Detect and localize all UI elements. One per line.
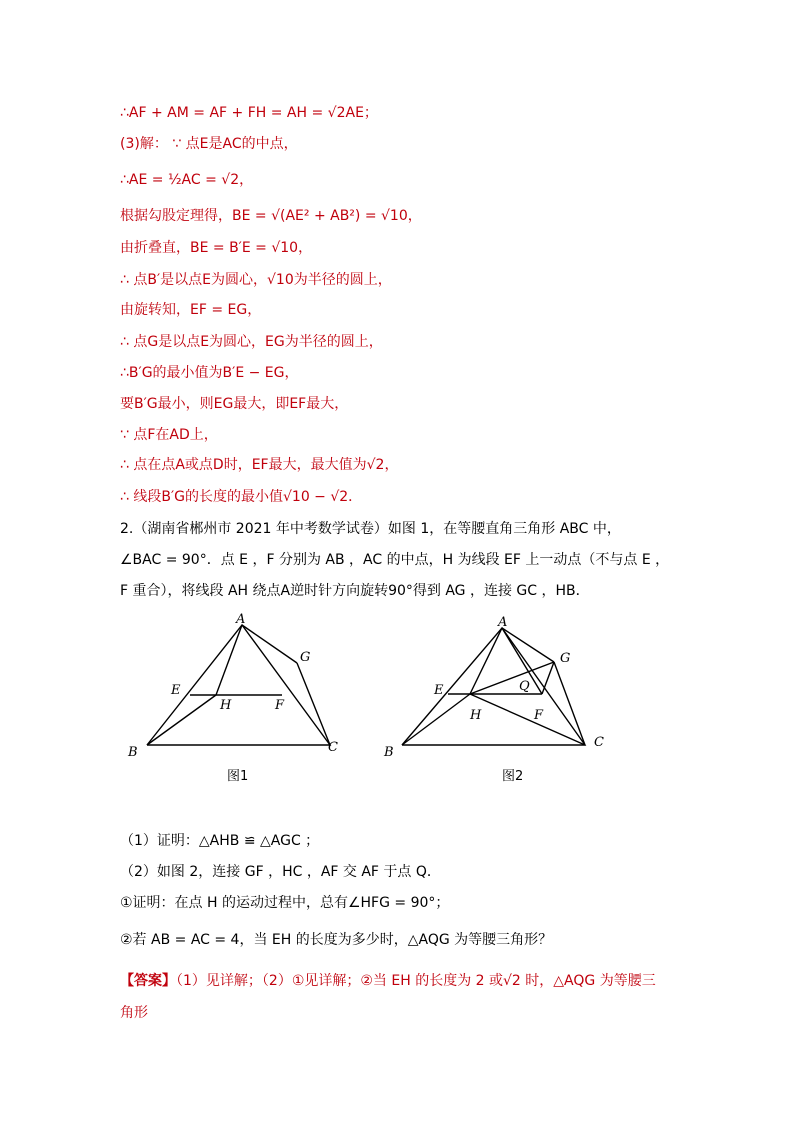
solution-line: ∴AF + AM = AF + FH = AH = √2AE； [120,105,378,121]
problem-line: 2.（湖南省郴州市 2021 年中考数学试卷）如图 1，在等腰直角三角形 ABC 中， [120,521,621,537]
solution-line: ∴ 线段B′G的长度的最小值√10 − √2． [120,489,363,505]
label-A: A [498,615,508,630]
question-1: （1）证明：△AHB ≌ △AGC ； [120,833,320,849]
solution-line: ∴ 点G是以点E为圆心，EG为半径的圆上， [120,334,383,350]
label-B: B [384,745,394,760]
question-2a: ①证明：在点 H 的运动过程中，总有∠HFG = 90°； [120,895,450,911]
problem-line: F 重合），将线段 AH 绕点A逆时针方向旋转90°得到 AG ，连接 GC ，HB． [120,583,590,599]
label-F: F [534,708,544,723]
figure-2 [380,610,620,790]
label-G: G [560,651,571,666]
label-E: E [434,683,444,698]
answer-tag: 【答案】 [120,973,176,989]
label-E: E [171,683,181,698]
label-G: G [300,650,311,665]
label-A: A [236,612,246,627]
solution-line: ∴AE = ½AC = √2， [120,172,254,188]
label-H: H [470,708,482,723]
figure-1 [120,610,360,790]
label-F: F [275,698,285,713]
figure-2-caption: 图2 [502,769,524,784]
figure-1-caption: 图1 [227,769,249,784]
solution-line: 由折叠直，BE = B′E = √10， [120,240,313,256]
answer-line-2: 角形 [120,1005,148,1021]
solution-line: 根据勾股定理得，BE = √(AE² + AB²) = √10， [120,208,422,224]
label-C: C [594,735,604,750]
solution-line: ∵ 点F在AD上， [120,427,218,443]
problem-line: ∠BAC = 90°．点 E ，F 分别为 AB ，AC 的中点，H 为线段 EF 上一动点（不与点 E ， [120,552,670,568]
solution-line: (3)解： ∵ 点E是AC的中点， [120,136,298,152]
solution-line: 由旋转知，EF = EG， [120,302,262,318]
label-H: H [220,698,232,713]
solution-line: ∴ 点B′是以点E为圆心，√10为半径的圆上， [120,272,392,288]
answer-line [120,971,656,991]
solution-line: 要B′G最小，则EG最大，即EF最大， [120,396,349,412]
solution-line: ∴B′G的最小值为B′E − EG， [120,365,299,381]
solution-line: ∴ 点在点A或点D时，EF最大，最大值为√2， [120,457,399,473]
question-2b: ②若 AB = AC = 4，当 EH 的长度为多少时，△AQG 为等腰三角形？ [120,932,553,948]
question-2: （2）如图 2，连接 GF ，HC ，AF 交 AF 于点 Q． [120,864,441,880]
answer-text: （1）见详解；（2）①见详解；②当 EH 的长度为 2 或√2 时，△AQG 为等腰三 [176,973,656,989]
label-Q: Q [519,679,530,694]
label-B: B [128,745,138,760]
label-C: C [328,740,338,755]
